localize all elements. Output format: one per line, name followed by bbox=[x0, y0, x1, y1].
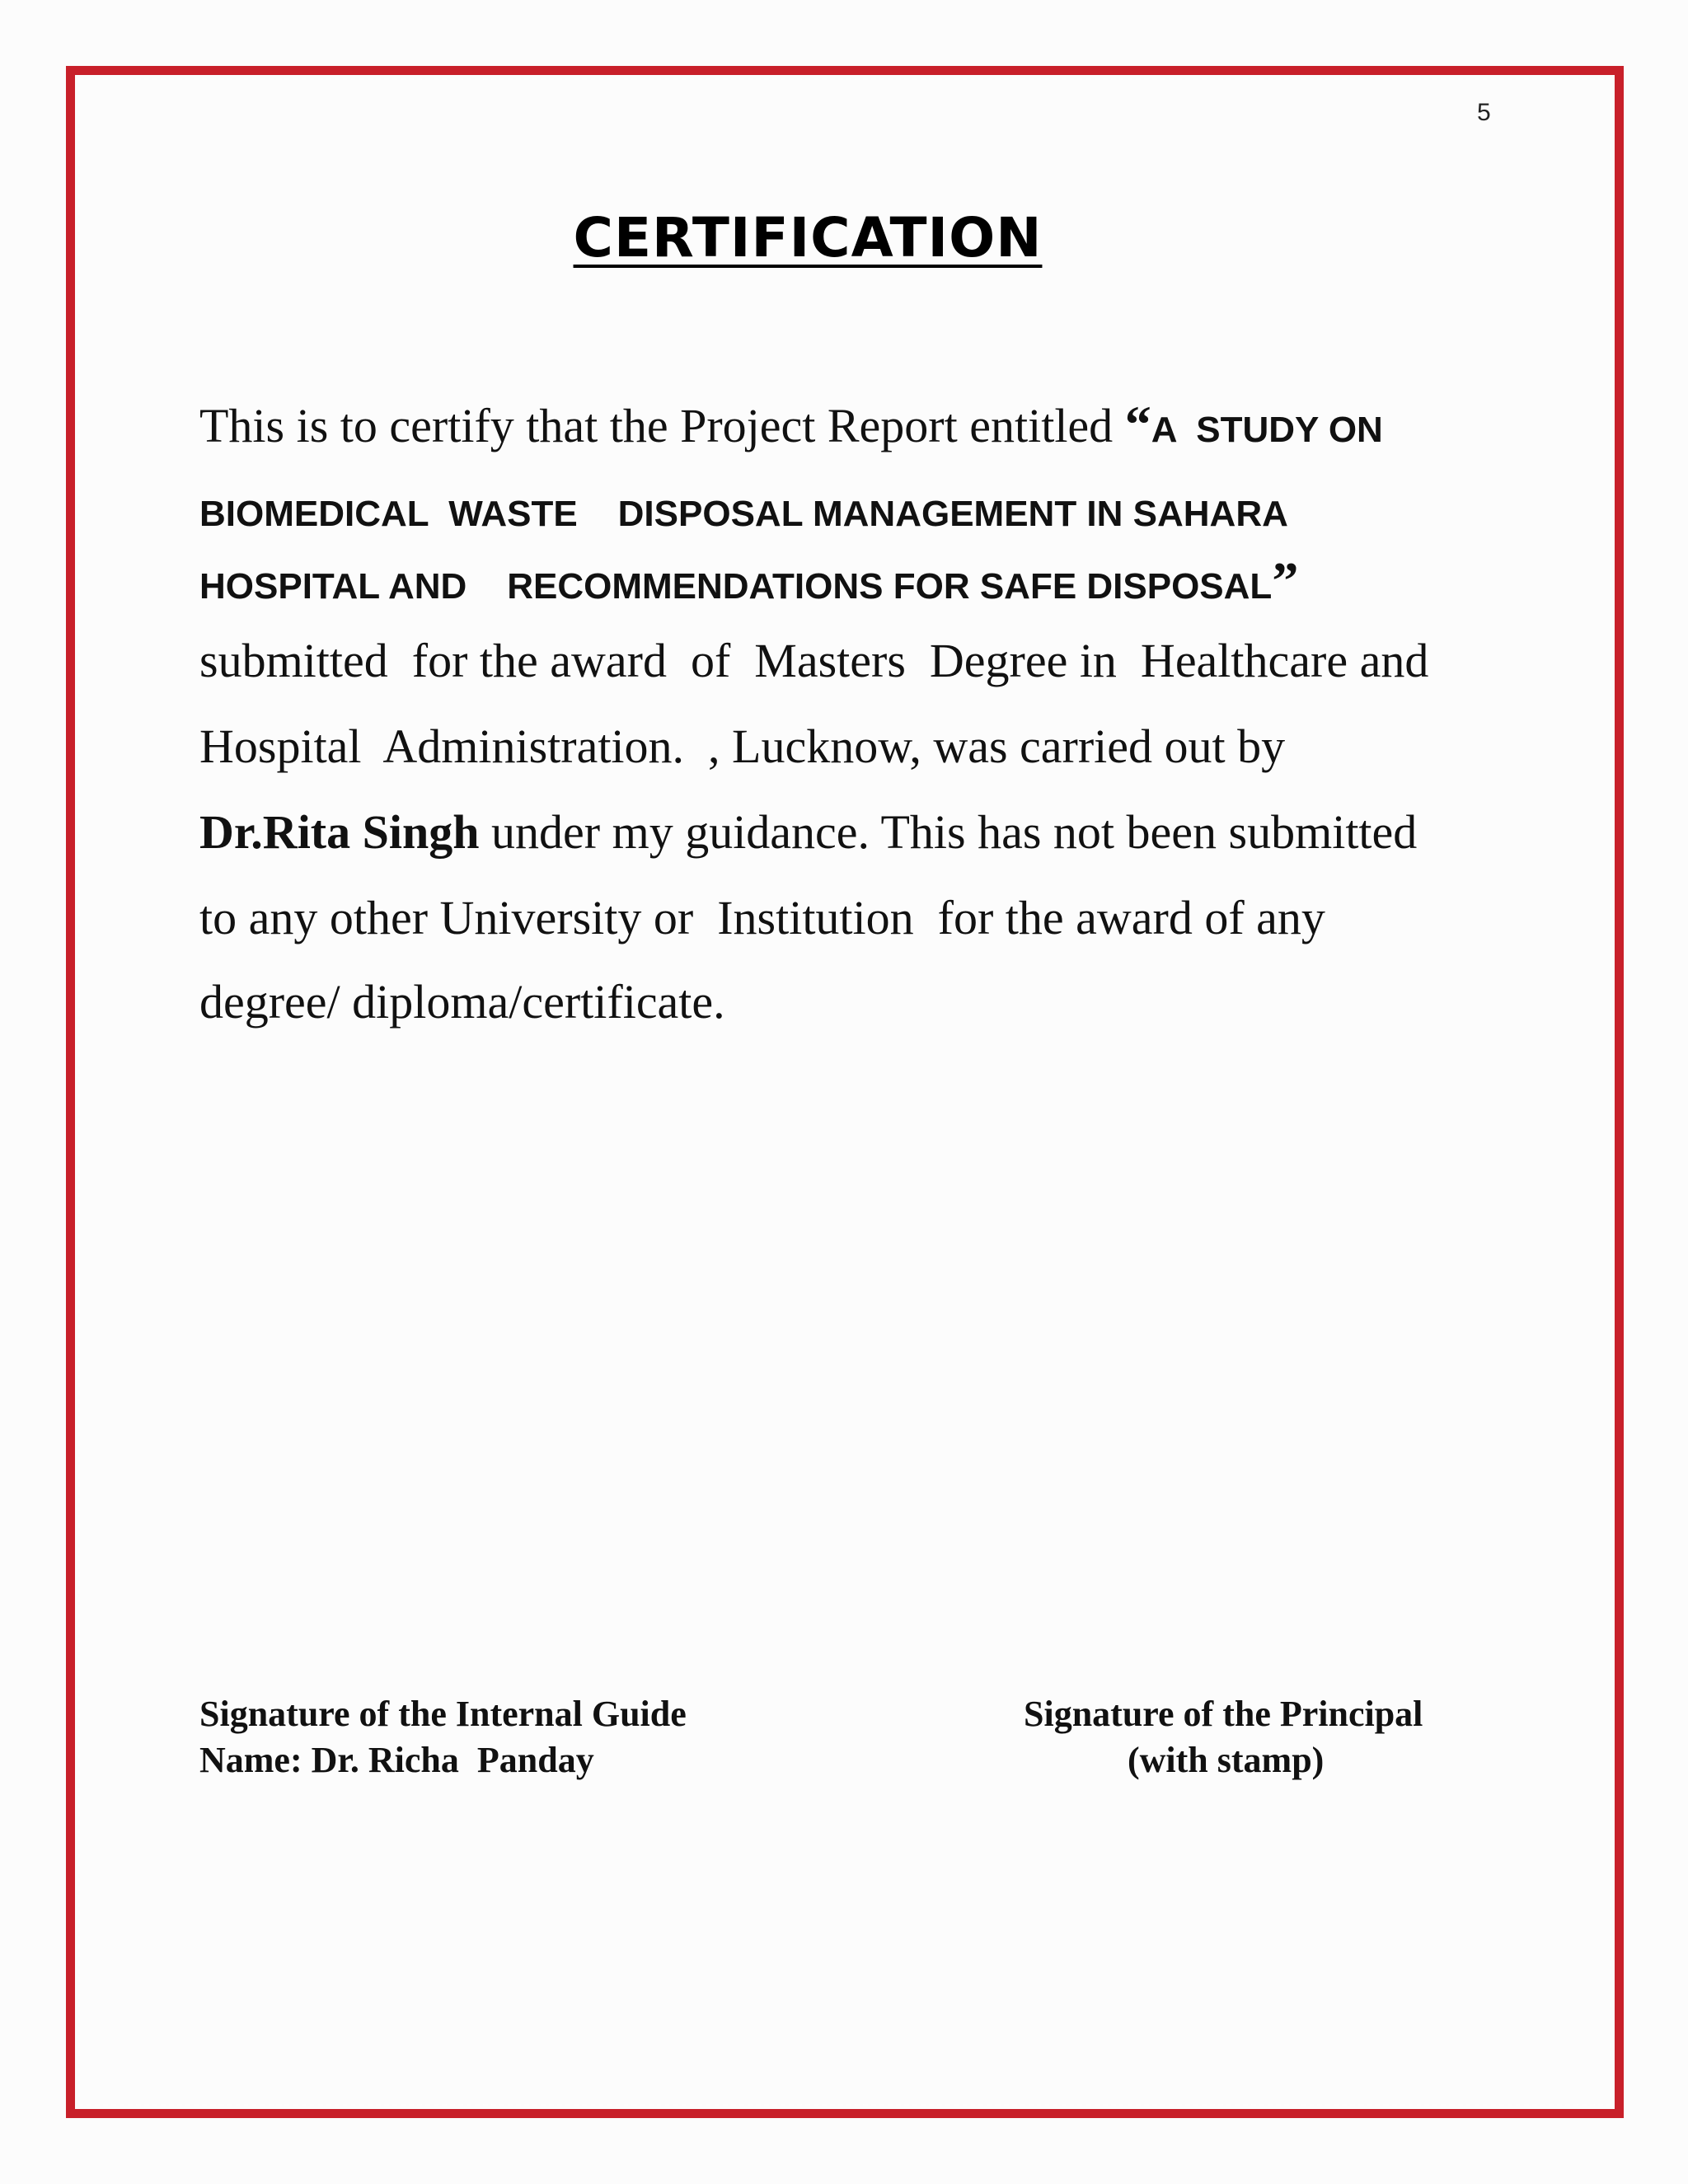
principal-stamp-note: (with stamp) bbox=[1128, 1740, 1325, 1780]
close-quote: ” bbox=[1272, 551, 1299, 610]
guide-signature-label: Signature of the Internal Guide bbox=[199, 1694, 687, 1734]
body-line-8: degree/ diploma/certificate. bbox=[199, 975, 725, 1029]
principal-signature-label: Signature of the Principal bbox=[1024, 1694, 1423, 1734]
body-line-5: Hospital Administration. , Lucknow, was carried out by bbox=[199, 719, 1286, 773]
title-text: CERTIFICATION bbox=[573, 206, 1043, 269]
guide-name: Name: Dr. Richa Panday bbox=[199, 1740, 594, 1780]
decorative-border bbox=[66, 66, 1624, 2118]
project-title-part-2: BIOMEDICAL WASTE DISPOSAL MANAGEMENT IN SAHARA bbox=[199, 494, 1288, 534]
page-title bbox=[0, 206, 1615, 269]
body-line-1 bbox=[199, 394, 1383, 455]
body-line-2 bbox=[199, 482, 1288, 537]
border-pattern bbox=[78, 78, 1611, 2106]
body-line-7: to any other University or Institution for the award of any bbox=[199, 891, 1325, 944]
body-line-6 bbox=[199, 804, 1417, 860]
intro-text: This is to certify that the Project Report entitled bbox=[199, 399, 1125, 452]
page-number: 5 bbox=[1477, 99, 1491, 126]
body-line-4: submitted for the award of Masters Degree in Healthcare and bbox=[199, 634, 1429, 687]
body-line-6-rest: under my guidance. This has not been submitted bbox=[479, 805, 1418, 859]
project-title-part-1: A STUDY ON bbox=[1151, 410, 1383, 450]
project-title-part-3: HOSPITAL AND RECOMMENDATIONS FOR SAFE DISPOSAL bbox=[199, 566, 1273, 607]
open-quote: “ bbox=[1124, 395, 1151, 453]
body-line-3 bbox=[199, 551, 1298, 612]
student-name: Dr.Rita Singh bbox=[199, 805, 480, 859]
